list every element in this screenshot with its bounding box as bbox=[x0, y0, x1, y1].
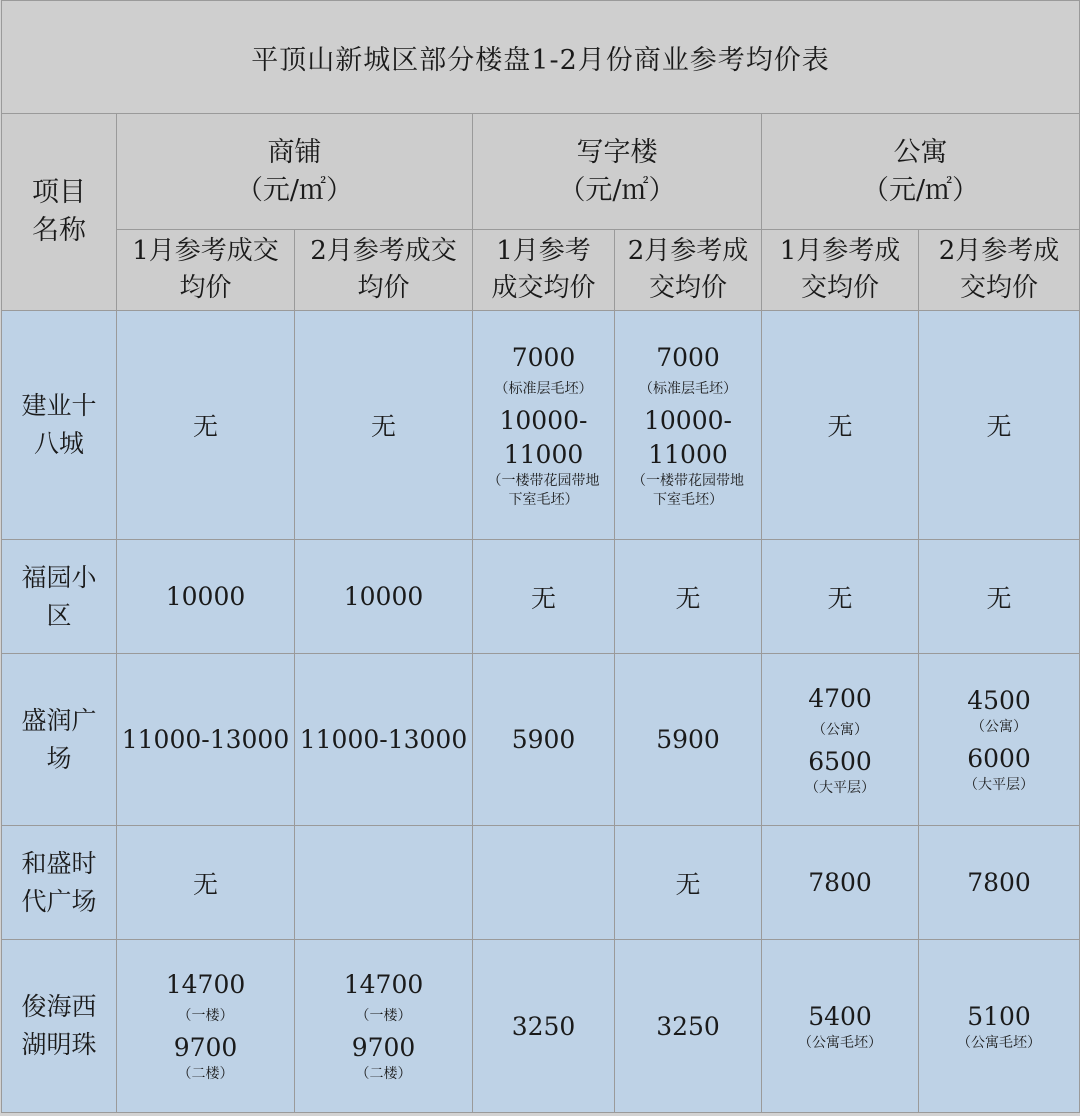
price-value: 11000 bbox=[648, 439, 728, 469]
project-name-line2: 代广场 bbox=[21, 886, 97, 916]
project-name-line2: 八城 bbox=[33, 429, 84, 458]
price-table bbox=[1, 0, 1080, 1113]
shop-feb-price: 10000 bbox=[295, 540, 473, 654]
group-unit: （元/㎡） bbox=[235, 174, 354, 206]
office-feb-price bbox=[615, 311, 762, 540]
apt-feb-price: 7800 bbox=[919, 826, 1080, 940]
table-row bbox=[2, 540, 1080, 654]
price-note: （二楼） bbox=[177, 1066, 234, 1082]
price-value: 5100 bbox=[967, 1001, 1031, 1031]
price-value: 4500 bbox=[967, 686, 1031, 715]
shop-jan-price: 无 bbox=[117, 311, 295, 540]
office-jan-price: 无 bbox=[473, 540, 615, 654]
apt-feb-price: 无 bbox=[919, 540, 1080, 654]
shop-jan-price: 10000 bbox=[117, 540, 295, 654]
price-note: （大平层） bbox=[805, 779, 875, 796]
group-header-office bbox=[473, 114, 762, 230]
group-header-apartment bbox=[762, 114, 1080, 230]
price-note: 下室毛坯） bbox=[653, 491, 723, 508]
table-row bbox=[2, 826, 1080, 940]
sub-header-shop-jan bbox=[117, 230, 295, 311]
price-value: 10000- bbox=[499, 405, 588, 435]
apt-jan-price: 7800 bbox=[762, 826, 919, 940]
table-row bbox=[2, 940, 1080, 1113]
sub-header-line2: 均价 bbox=[179, 273, 232, 303]
table-title: 平顶山新城区部分楼盘1-2月份商业参考均价表 bbox=[2, 1, 1080, 114]
group-name: 写字楼 bbox=[576, 136, 658, 168]
project-name-header-line1: 项目 bbox=[32, 177, 86, 208]
price-note: （标准层毛坯） bbox=[639, 380, 737, 397]
office-jan-price: 5900 bbox=[473, 654, 615, 826]
table-row bbox=[2, 654, 1080, 826]
apt-jan-price: 无 bbox=[762, 311, 919, 540]
price-note: （一楼） bbox=[177, 1008, 234, 1024]
office-feb-price: 5900 bbox=[615, 654, 762, 826]
price-note: （一楼带花园带地 bbox=[487, 472, 600, 489]
office-jan-price: 3250 bbox=[473, 940, 615, 1113]
sub-header-line1: 1月参考成交 bbox=[132, 236, 279, 266]
apt-jan-price bbox=[762, 654, 919, 826]
shop-jan-price: 无 bbox=[117, 826, 295, 940]
project-name-line1: 福园小 bbox=[21, 562, 97, 592]
project-name-line2: 场 bbox=[46, 743, 72, 773]
price-note: （公寓毛坯） bbox=[957, 1034, 1041, 1051]
group-name: 公寓 bbox=[893, 136, 948, 168]
project-name-line1: 俊海西 bbox=[21, 992, 97, 1021]
sub-header-line1: 2月参考成 bbox=[627, 236, 749, 266]
sub-header-line2: 交均价 bbox=[648, 273, 727, 303]
price-value: 7000 bbox=[656, 342, 720, 372]
project-name-line1: 建业十 bbox=[21, 391, 97, 420]
price-value: 14700 bbox=[165, 970, 246, 999]
price-value: 6500 bbox=[808, 746, 872, 776]
shop-feb-price: 无 bbox=[295, 311, 473, 540]
price-note: （一楼） bbox=[355, 1008, 412, 1024]
table-row bbox=[2, 311, 1080, 540]
project-name bbox=[2, 940, 117, 1113]
sub-header-line1: 2月参考成交 bbox=[310, 236, 457, 266]
price-note: 下室毛坯） bbox=[508, 491, 579, 508]
sub-header-line2: 成交均价 bbox=[491, 273, 596, 303]
office-feb-price: 无 bbox=[615, 540, 762, 654]
sub-header-line1: 1月参考 bbox=[496, 236, 591, 266]
office-jan-price bbox=[473, 826, 615, 940]
group-header-shop bbox=[117, 114, 473, 230]
apt-jan-price: 无 bbox=[762, 540, 919, 654]
sub-header-line1: 1月参考成 bbox=[779, 236, 901, 266]
sub-header-line2: 均价 bbox=[357, 273, 410, 303]
sub-header-line2: 交均价 bbox=[800, 273, 879, 303]
project-name-line2: 区 bbox=[46, 600, 72, 630]
price-value: 4700 bbox=[808, 683, 872, 713]
project-name bbox=[2, 311, 117, 540]
shop-feb-price bbox=[295, 826, 473, 940]
shop-jan-price bbox=[117, 940, 295, 1113]
sub-header-line2: 交均价 bbox=[960, 273, 1039, 303]
sub-header-shop-feb bbox=[295, 230, 473, 311]
office-jan-price bbox=[473, 311, 615, 540]
shop-feb-price bbox=[295, 940, 473, 1113]
price-value: 5400 bbox=[808, 1001, 872, 1031]
price-note: （公寓） bbox=[812, 721, 868, 738]
price-value: 9700 bbox=[173, 1033, 238, 1062]
price-note: （一楼带花园带地 bbox=[632, 472, 744, 489]
shop-jan-price: 11000-13000 bbox=[117, 654, 295, 826]
project-name-line2: 湖明珠 bbox=[21, 1030, 97, 1059]
price-value: 14700 bbox=[343, 970, 424, 999]
price-value: 10000- bbox=[644, 405, 732, 435]
project-name-header-line2: 名称 bbox=[32, 215, 86, 246]
apt-feb-price bbox=[919, 940, 1080, 1113]
price-note: （二楼） bbox=[355, 1066, 412, 1082]
price-note: （标准层毛坯） bbox=[494, 380, 593, 397]
price-value: 6000 bbox=[967, 744, 1031, 773]
project-name-line1: 盛润广 bbox=[21, 705, 97, 735]
price-value: 7000 bbox=[511, 342, 576, 372]
price-value: 9700 bbox=[351, 1033, 416, 1062]
project-name bbox=[2, 654, 117, 826]
sub-header-office-feb bbox=[615, 230, 762, 311]
project-name-line1: 和盛时 bbox=[21, 848, 97, 878]
sub-header-apt-jan bbox=[762, 230, 919, 311]
project-name-header bbox=[2, 114, 117, 311]
price-note: （公寓毛坯） bbox=[798, 1034, 882, 1051]
apt-jan-price bbox=[762, 940, 919, 1113]
group-unit: （元/㎡） bbox=[558, 174, 676, 206]
group-name: 商铺 bbox=[267, 136, 322, 168]
project-name bbox=[2, 826, 117, 940]
sub-header-office-jan bbox=[473, 230, 615, 311]
sub-header-line1: 2月参考成 bbox=[938, 236, 1060, 266]
project-name bbox=[2, 540, 117, 654]
office-feb-price: 无 bbox=[615, 826, 762, 940]
sub-header-apt-feb bbox=[919, 230, 1080, 311]
shop-feb-price: 11000-13000 bbox=[295, 654, 473, 826]
apt-feb-price: 无 bbox=[919, 311, 1080, 540]
price-note: （大平层） bbox=[964, 777, 1034, 793]
apt-feb-price bbox=[919, 654, 1080, 826]
price-value: 11000 bbox=[503, 439, 584, 469]
office-feb-price: 3250 bbox=[615, 940, 762, 1113]
price-note: （公寓） bbox=[971, 719, 1027, 735]
group-unit: （元/㎡） bbox=[861, 174, 980, 206]
